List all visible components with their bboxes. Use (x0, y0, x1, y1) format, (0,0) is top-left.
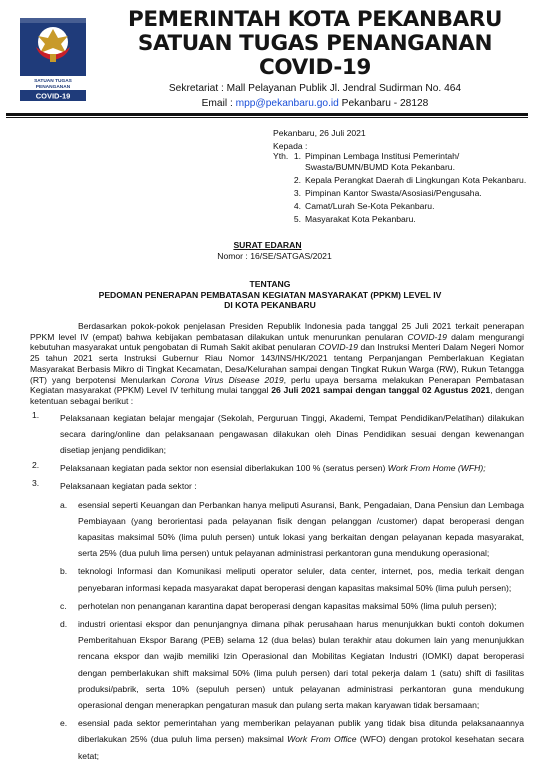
letter-body (30, 321, 524, 768)
logo-caption-3: COVID-19 (35, 91, 71, 101)
list-item: 3. Pimpinan Kantor Swasta/Asosiasi/Pengusaha. (293, 188, 482, 199)
list-item: e. esensial pada sektor pemerintahan yang memberikan pelayanan publik yang tidak bisa ditunda pelaksanaannya diberlakukan 25% (dua puluh lima persen) maksimal Work From Office (WFO) dengan protokol kesehatan secara ketat; (60, 718, 524, 761)
yth-row (273, 151, 528, 227)
subject-block (30, 279, 510, 311)
provision-3: Pelaksanaan kegiatan pada sektor : a. esensial seperti Keuangan dan Perbankan hanya meliputi Asuransi, Bank, Pengadaian, Dana Pensiun dan Lembaga Pembiayaan (yang berorientasi pada pelayanan fisik dengan pelanggan /customer) dapat beroperasi dengan kapasitas maksimal 50% (lima puluh persen) untuk lokasi yang berkaitan dengan pelayanan kepada masyarakat, serta 25% (dua puluh lima persen) untuk pelayanan administrasi perkantoran guna mendukung operasional; b. teknologi Informasi dan Komunikasi meliputi operator seluler, data center, internet, pos, media terkait dengan penyebaran informasi kepada masyarakat dapat beroperasi dengan kapasitas maksimal 50% (lima puluh persen); c. perhotelan non penanganan karantina dapat beroperasi dengan kapasitas maksimal 50% (lima puluh persen); d. industri orientasi ekspor dan penunjangnya dimana pihak perusahaan harus menunjukkan bukti contoh dokumen Pemberitahuan Ekspor Barang (PEB) selama 12 (dua belas) bulan terakhir atau dokumen lain yang menunjukkan rencana ekspor dan wajib memiliki Izin Operasional dan Mobilitas Kegiatan Industri (IOMKI) dapat beroperasi dengan pemberlakukan shift maksimal 50% (lima puluh persen) dari total pekerja dalam 1 (satu) shift di fasilitas produksi/pabrik, serta 10% (sepuluh persen) untuk pelayanan administrasi perkantoran guna mendukung operasional dengan menerapkan pengaturan masuk dan pulang serta makan karyawan tidak bersamaan; e. esensial pada sektor pemerintahan yang memberikan pelayanan publik yang tidak bisa ditunda pelaksanaannya diberlakukan 25% (dua puluh lima persen) maksimal Work From Office (WFO) dengan protokol kesehatan secara ketat; (60, 478, 524, 765)
satgas-covid19-logo (6, 12, 100, 106)
letterhead-address: Sekretariat : Mall Pelayanan Publik Jl. Jendral Sudirman No. 464 (168, 83, 462, 94)
place-date: Pekanbaru, 26 Juli 2021 (273, 128, 366, 138)
list-item: c. perhotelan non penanganan karantina dapat beroperasi dengan kapasitas maksimal 50% (lima puluh persen); (60, 600, 497, 611)
logo-caption-2: PENANGANAN (35, 85, 71, 90)
letterhead-rule-thin (6, 117, 528, 118)
list-item: b. teknologi Informasi dan Komunikasi meliputi operator seluler, data center, internet, pos, media terkait dengan penyebaran informasi kepada masyarakat dapat beroperasi dengan kapasitas maksimal 50% (lima puluh persen); (60, 566, 524, 593)
letterhead-contact (100, 97, 530, 110)
recipient-list (293, 151, 528, 227)
list-item: a. esensial seperti Keuangan dan Perbankan hanya meliputi Asuransi, Bank, Pengadaian, Dana Pensiun dan Lembaga Pembiayaan (yang berorientasi pada pelayanan fisik dengan pelanggan /customer) dapat beroperasi dengan kapasitas maksimal 50% (lima puluh persen) untuk lokasi yang berkaitan dengan pelayanan kepada masyarakat, serta 25% (dua puluh lima persen) untuk pelayanan administrasi perkantoran guna mendukung operasional; (60, 499, 524, 559)
list-item: 2. Kepala Perangkat Daerah di Lingkungan Kota Pekanbaru. (293, 175, 527, 186)
surat-edaran-heading (0, 240, 535, 261)
letterhead-line-2: SATUAN TUGAS PENANGANAN (137, 31, 493, 56)
list-item: 1. Pimpinan Lembaga Institusi Pemerintah/ Swasta/BUMN/BUMD Kota Pekanbaru. (293, 151, 460, 173)
list-item: 3. Pelaksanaan kegiatan pada sektor : a. esensial seperti Keuangan dan Perbankan hanya meliputi Asuransi, Bank, Pengadaian, Dana Pensiun dan Lembaga Pembiayaan (yang berorientasi pada pelayanan fisik dengan pelanggan /customer) dapat beroperasi dengan kapasitas maksimal 50% (lima puluh persen) untuk lokasi yang berkaitan dengan pelayanan kepada masyarakat, serta 25% (dua puluh lima persen) untuk pelayanan administrasi perkantoran guna mendukung operasional; b. teknologi Informasi dan Komunikasi meliputi operator seluler, data center, internet, pos, media terkait dengan penyebaran informasi kepada masyarakat dapat beroperasi dengan kapasitas maksimal 50% (lima puluh persen); c. perhotelan non penanganan karantina dapat beroperasi dengan kapasitas maksimal 50% (lima puluh persen); d. industri orientasi ekspor dan penunjangnya dimana pihak perusahaan harus menunjukkan bukti contoh dokumen Pemberitahuan Ekspor Barang (PEB) selama 12 (dua belas) bulan terakhir atau dokumen lain yang menunjukkan rencana ekspor dan wajib memiliki Izin Operasional dan Mobilitas Kegiatan Industri (IOMKI) dapat beroperasi dengan pemberlakukan shift maksimal 50% (lima puluh persen) dari total pekerja dalam 1 (satu) shift di fasilitas produksi/pabrik, serta 10% (sepuluh persen) untuk pelayanan administrasi perkantoran guna mendukung operasional dengan menerapkan pengaturan masuk dan pulang serta makan karyawan tidak bersamaan; e. esensial pada sektor pemerintahan yang memberikan pelayanan publik yang tidak bisa ditunda pelaksanaannya diberlakukan 25% (dua puluh lima persen) maksimal Work From Office (WFO) dengan protokol kesehatan secara ketat; (30, 478, 524, 765)
provision-2: Pelaksanaan kegiatan pada sektor non esensial diberlakukan 100 % (seratus persen) Work From Home (WFH); (60, 463, 486, 474)
list-item: 2. Pelaksanaan kegiatan pada sektor non esensial diberlakukan 100 % (seratus persen) Work From Home (WFH); (30, 460, 524, 476)
subject-line-2: DI KOTA PEKANBARU (224, 300, 316, 311)
surat-edaran-title: SURAT EDARAN (233, 240, 302, 250)
tentang-label: TENTANG (249, 279, 291, 289)
subject-line-1: PEDOMAN PENERAPAN PEMBATASAN KEGIATAN MASYARAKAT (PPKM) LEVEL IV (98, 289, 442, 300)
city-postal: Pekanbaru - 28128 (338, 98, 429, 109)
email-label: Email : (201, 98, 236, 109)
list-item: d. industri orientasi ekspor dan penunjangnya dimana pihak perusahaan harus menunjukkan bukti contoh dokumen Pemberitahuan Ekspor Barang (PEB) selama 12 (dua belas) bulan terakhir atau dokumen lain yang menunjukkan rencana ekspor dan wajib memiliki Izin Operasional dan Mobilitas Kegiatan Industri (IOMKI) dapat beroperasi dengan pemberlakukan shift maksimal 50% (lima puluh persen) dari total pekerja dalam 1 (satu) shift di fasilitas produksi/pabrik, serta 10% (sepuluh persen) untuk pelayanan administrasi perkantoran guna mendukung operasional dengan menerapkan pengaturan masuk dan pulang serta makan karyawan tidak bersamaan; (60, 619, 524, 711)
provisions-list (30, 410, 524, 766)
kepada-label: Kepada : (273, 140, 308, 151)
list-item: 4. Camat/Lurah Se-Kota Pekanbaru. (293, 201, 435, 212)
yth-label: Yth. (273, 151, 289, 162)
list-item: 5. Masyarakat Kota Pekanbaru. (293, 214, 416, 225)
logo-caption-1: SATUAN TUGAS (34, 79, 72, 84)
letterhead-text (100, 8, 530, 110)
letterhead-rule-thick (6, 113, 528, 116)
email-link[interactable]: mpp@pekanbaru.go.id (235, 98, 339, 109)
sector-list (60, 497, 524, 764)
intro-paragraph: Berdasarkan pokok-pokok penjelasan Presiden Republik Indonesia pada tanggal 25 Juli 2021 terkait penerapan PPKM level IV (empat) bahwa kebijakan pembatasan dilakukan untuk menurunkan penularan COVID-19 dalam mengurangi kebutuhan masyarakat untuk pengobatan di Rumah Sakit akibat penularan COVID-19 dan Instruksi Menteri Dalam Negeri Nomor 25 tahun 2021 serta Instruksi Gubernur Riau Nomor 143/INS/HK/2021 tentang Perpanjangan Pemberlakuan Kegiatan Masyarakat Berbasis Mikro di Tingkat Kecamatan, Desa/Kelurahan sampai dengan Tingkat Rukun Warga (RW), Rukun Tetangga (RT) yang berpotensi Menularkan Corona Virus Disease 2019, perlu upaya bersama melakukan Penerapan Pembatasan Kegiatan masyarakat (PPKM) Level IV terhitung mulai tanggal 26 Juli 2021 sampai dengan tanggal 02 Agustus 2021, dengan ketentuan sebagai berikut : (30, 321, 525, 406)
addressee-block (273, 128, 528, 228)
letterhead-line-3: COVID-19 (258, 55, 371, 80)
letterhead-line-1: PEMERINTAH KOTA PEKANBARU (127, 7, 503, 32)
nomor-surat: Nomor : 16/SE/SATGAS/2021 (217, 250, 332, 261)
list-item: 1. Pelaksanaan kegiatan belajar mengajar (Sekolah, Perguruan Tinggi, Akademi, Tempat Pendidikan/Pelatihan) dilakukan secara daring/online dan pelaksanaan pengawasan dilakukan oleh Dinas Pendidikan sesuai dengan kewenangan disetiap jenjang pendidikan; (30, 410, 524, 459)
letterhead (0, 0, 535, 115)
provision-1: Pelaksanaan kegiatan belajar mengajar (Sekolah, Perguruan Tinggi, Akademi, Tempat Pendidikan/Pelatihan) dilakukan secara daring/online dan pelaksanaan pengawasan dilakukan oleh Dinas Pendidikan sesuai dengan kewenangan disetiap jenjang pendidikan; (60, 412, 524, 456)
